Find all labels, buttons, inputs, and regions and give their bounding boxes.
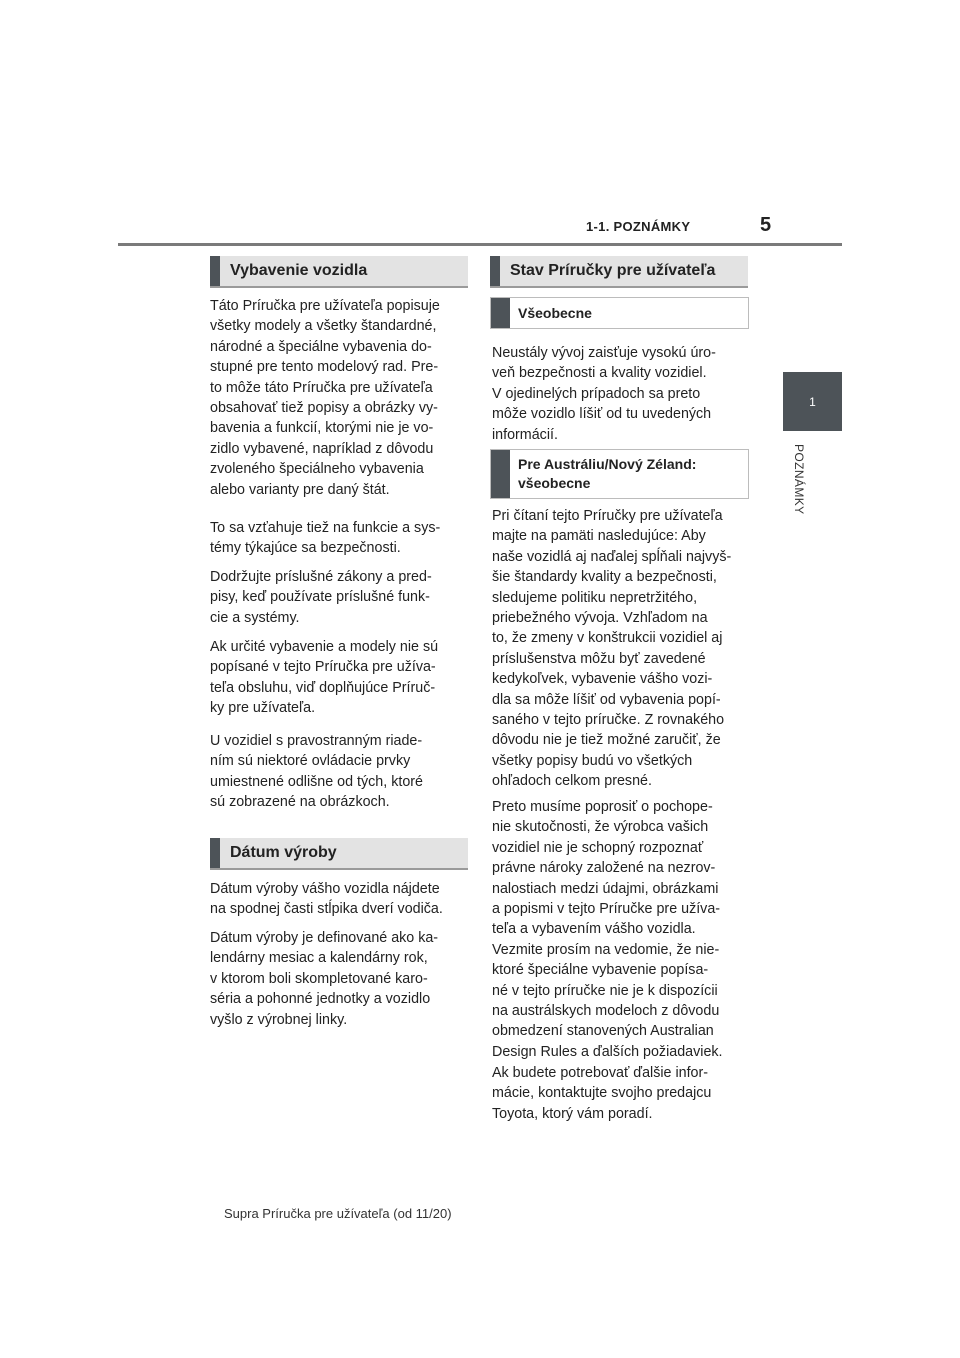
subheading-marker xyxy=(491,298,510,328)
heading-manual-status xyxy=(490,256,748,288)
heading-text: Stav Príručky pre užívateľa xyxy=(510,262,716,279)
paragraph-line: Neustály vývoj zaisťuje vysokú úro- xyxy=(492,345,716,361)
paragraph-line: to môže táto Príručka pre užívateľa xyxy=(210,379,433,396)
heading-marker xyxy=(210,838,220,868)
heading-text: Dátum výroby xyxy=(230,844,337,861)
paragraph-line: sú zobrazené na obrázkoch. xyxy=(210,794,390,811)
subheading-australia xyxy=(490,449,749,499)
paragraph-line: v ktorom boli skompletované karo- xyxy=(210,970,428,987)
paragraph-line: kedykoľvek, vybavenie vášho vozi- xyxy=(492,671,713,688)
paragraph-line: Vezmite prosím na vedomie, že nie- xyxy=(492,941,720,958)
paragraph-line: Táto Príručka pre užívateľa popisuje xyxy=(210,298,440,314)
paragraph-line: národné a špeciálne vybavenia do- xyxy=(210,338,432,355)
paragraph-line: zvoleného špeciálneho vybavenia xyxy=(210,461,424,478)
paragraph-line: vyšlo z výrobnej linky. xyxy=(210,1011,348,1028)
paragraph-line: dla sa môže líšiť od vybavenia popí- xyxy=(492,691,721,708)
subheading-line: všeobecne xyxy=(518,475,591,491)
paragraph-line: Ak budete potrebovať ďalšie infor- xyxy=(492,1065,709,1081)
chapter-tab[interactable] xyxy=(783,372,842,431)
heading-vehicle-equipment xyxy=(210,256,468,288)
paragraph-line: lendárny mesiac a kalendárny rok, xyxy=(210,950,428,967)
paragraph-line: To sa vzťahuje tiež na funkcie a sys- xyxy=(210,520,441,536)
paragraph-line: Dodržujte príslušné zákony a pred- xyxy=(210,569,432,585)
paragraph-line: dôvodu nie je tiež možné zaručiť, že xyxy=(492,732,721,749)
paragraph xyxy=(210,567,470,628)
subheading-text: Všeobecne xyxy=(518,304,592,321)
paragraph-line: priebežného vývoja. Vzhľadom na xyxy=(492,610,708,627)
paragraph-line: ktoré špeciálne vybavenie popísa- xyxy=(492,962,709,979)
paragraph-line: ohľadoch celkom presné. xyxy=(492,773,652,790)
paragraph-line: informácií. xyxy=(492,426,558,443)
paragraph-line: teľa obsluhu, viď doplňujúce Príruč- xyxy=(210,679,436,696)
paragraph xyxy=(210,637,470,719)
paragraph-line: právne nároky založené na nezrov- xyxy=(492,860,716,877)
paragraph-line: na spodnej časti stĺpika dverí vodiča. xyxy=(210,901,443,918)
paragraph-line: na austrálskych modeloch z dôvodu xyxy=(492,1003,720,1020)
paragraph-line: U vozidiel s pravostranným riade- xyxy=(210,733,423,749)
section-title: 1-1. POZNÁMKY xyxy=(586,219,691,234)
paragraph-line: ky pre užívateľa. xyxy=(210,700,316,717)
paragraph-line: Ak určité vybavenie a modely nie sú xyxy=(210,639,439,655)
paragraph-line: Dátum výroby je definované ako ka- xyxy=(210,930,439,946)
paragraph xyxy=(492,1063,754,1124)
paragraph-line: Preto musíme poprosiť o pochope- xyxy=(492,799,713,815)
paragraph xyxy=(492,343,754,445)
paragraph-line: obsahovať tiež popisy a obrázky vy- xyxy=(210,400,438,417)
paragraph-line: Toyota, ktorý vám poradí. xyxy=(492,1105,653,1122)
subheading-text xyxy=(510,450,704,498)
paragraph-line: nalostiach medzi údajmi, obrázkami xyxy=(492,880,719,897)
paragraph-line: a popismi v tejto Príručke pre užíva- xyxy=(492,901,721,918)
heading-marker xyxy=(210,256,220,286)
paragraph-line: pisy, keď používate príslušné funk- xyxy=(210,589,430,606)
paragraph-line: stupné pre tento modelový rad. Pre- xyxy=(210,359,439,376)
chapter-tab-number: 1 xyxy=(809,394,816,409)
subheading-general xyxy=(490,297,749,329)
heading-marker xyxy=(490,256,500,286)
paragraph-line: to, že zmeny v konštrukcii vozidiel aj xyxy=(492,630,723,647)
paragraph-line: obmedzení stanovených Australian xyxy=(492,1023,714,1040)
heading-production-date xyxy=(210,838,468,870)
paragraph-line: vozidiel nie je schopný rozpoznať xyxy=(492,839,704,856)
paragraph xyxy=(210,518,470,559)
paragraph xyxy=(492,797,754,1062)
paragraph-line: saného v tejto príručke. Z rovnakého xyxy=(492,712,725,729)
paragraph-line: Design Rules a ďalších požiadaviek. xyxy=(492,1043,723,1060)
paragraph-line: teľa a vybavením vášho vozidla. xyxy=(492,921,696,938)
paragraph-line: veň bezpečnosti a kvality vozidiel. xyxy=(492,365,707,382)
subheading-marker xyxy=(491,450,510,498)
paragraph-line: sledujeme politiku nepretržitého, xyxy=(492,589,698,606)
paragraph-line: mácie, kontaktujte svojho predajcu xyxy=(492,1085,712,1102)
paragraph-line: šie štandardy kvality a bezpečnosti, xyxy=(492,569,717,586)
paragraph xyxy=(210,879,470,920)
paragraph xyxy=(210,928,470,1030)
paragraph-line: né v tejto príručke nie je k dispozícii xyxy=(492,982,718,999)
paragraph-line: popísané v tejto Príručka pre užíva- xyxy=(210,659,436,676)
paragraph-line: môže vozidlo líšiť od tu uvedených xyxy=(492,406,712,423)
footer-text: Supra Príručka pre užívateľa (od 11/20) xyxy=(224,1206,452,1221)
paragraph-line: séria a pohonné jednotky a vozidlo xyxy=(210,991,431,1008)
paragraph-line: bavenia a funkcií, ktorými nie je vo- xyxy=(210,420,434,437)
paragraph-line: umiestnené odlišne od tých, ktoré xyxy=(210,773,423,790)
paragraph-line: zidlo vybavené, napríklad z dôvodu xyxy=(210,440,434,457)
paragraph xyxy=(210,731,470,813)
paragraph-line: príslušenstva môžu byť zavedené xyxy=(492,650,706,667)
paragraph-line: alebo varianty pre daný štát. xyxy=(210,481,390,498)
paragraph xyxy=(492,506,754,792)
paragraph-line: Pri čítaní tejto Príručky pre užívateľa xyxy=(492,508,723,524)
paragraph-line: Dátum výroby vášho vozidla nájdete xyxy=(210,881,440,897)
paragraph-line: naše vozidlá aj naďalej spĺňali najvyš- xyxy=(492,548,732,565)
heading-text: Vybavenie vozidla xyxy=(230,262,368,279)
subheading-line: Pre Austráliu/Nový Zéland: xyxy=(518,456,697,472)
paragraph-line: nie skutočnosti, že výrobca vašich xyxy=(492,819,709,836)
page-number: 5 xyxy=(760,214,772,236)
paragraph-line: všetky popisy budú vo všetkých xyxy=(492,752,693,769)
paragraph-line: majte na pamäti nasledujúce: Aby xyxy=(492,528,706,545)
paragraph-line: ním sú niektoré ovládacie prvky xyxy=(210,753,411,770)
header-divider xyxy=(118,243,842,246)
paragraph-line: témy týkajúce sa bezpečnosti. xyxy=(210,540,401,557)
paragraph xyxy=(210,296,470,500)
paragraph-line: V ojedinelých prípadoch sa preto xyxy=(492,385,701,402)
chapter-tab-label: POZNÁMKY xyxy=(792,444,806,515)
paragraph-line: cie a systémy. xyxy=(210,609,300,626)
paragraph-line: všetky modely a všetky štandardné, xyxy=(210,318,437,335)
